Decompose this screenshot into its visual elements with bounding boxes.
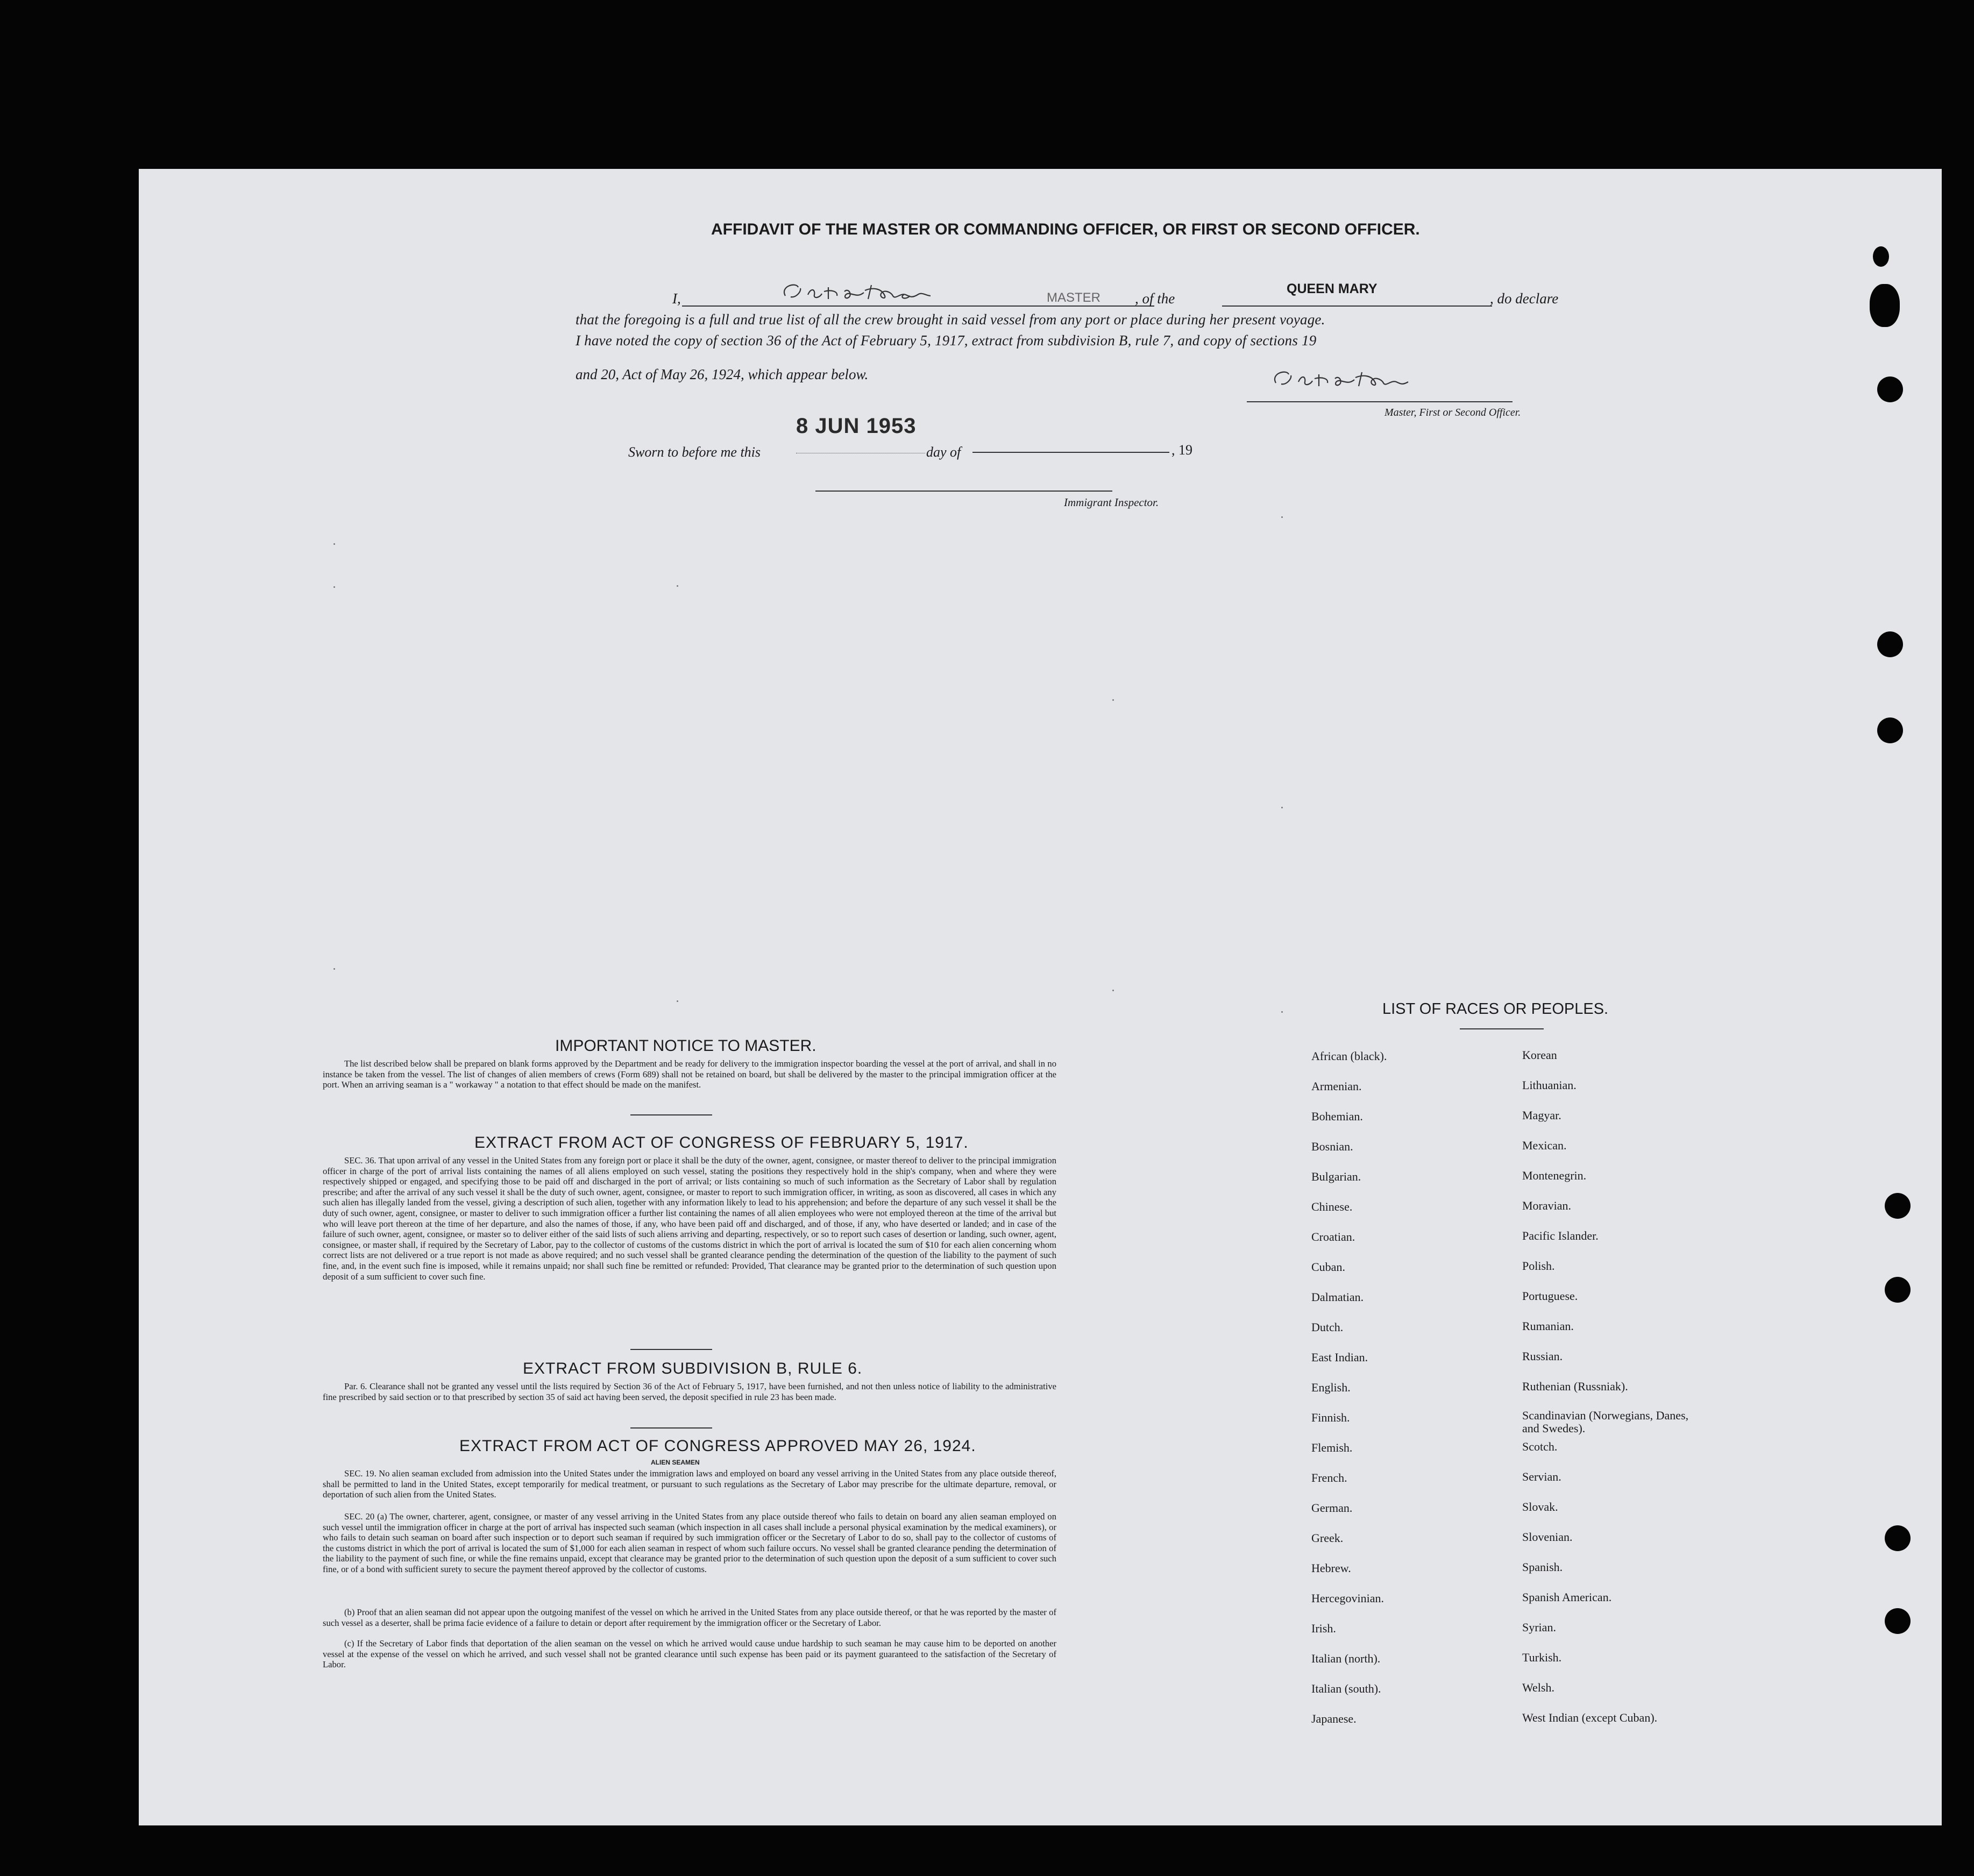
punch-hole [1885, 1608, 1911, 1634]
bleed-dot [1112, 699, 1114, 701]
race-item: Ruthenian (Russniak). [1522, 1380, 1628, 1393]
sworn-month-line [972, 452, 1169, 453]
race-item: Slovenian. [1522, 1530, 1573, 1544]
race-item: Scotch. [1522, 1440, 1558, 1453]
race-item: East Indian. [1311, 1351, 1368, 1364]
race-item: Finnish. [1311, 1411, 1350, 1424]
inspector-line [815, 491, 1112, 492]
race-item: Croatian. [1311, 1230, 1355, 1243]
alien-seamen-subtitle: ALIEN SEAMEN [651, 1459, 700, 1466]
race-item: Bohemian. [1311, 1110, 1363, 1123]
affidavit-title: AFFIDAVIT OF THE MASTER OR COMMANDING OFFICER, OR FIRST OR SECOND OFFICER. [711, 221, 1420, 238]
race-item: Lithuanian. [1522, 1078, 1577, 1092]
punch-hole [1877, 631, 1903, 657]
race-item: Dutch. [1311, 1320, 1344, 1334]
divider [630, 1349, 712, 1350]
race-item: Syrian. [1522, 1621, 1556, 1634]
punch-hole [1877, 376, 1903, 402]
race-item: Greek. [1311, 1531, 1344, 1545]
race-item: Rumanian. [1522, 1319, 1574, 1333]
declare-label: , do declare [1490, 290, 1559, 307]
sec-20a-text: SEC. 20 (a) The owner, charterer, agent, consignee, or master of any vessel arriving in the United States from any place outside thereof who fails to detain on board any alien seaman employed on such vessel until the immigration officer in charge at the port of arrival has inspected such seaman (which inspection in all cases shall include a personal physical examination by the medical examiners), or who fails to detain such seaman on board after such inspection or to deport such seaman if required by such immigration officer or the Secretary of Labor to do so, shall pay to the collector of customs of the customs district in which the port of arrival is located the sum of $1,000 for each alien seaman in respect of whom such failure occurs. No vessel shall be granted clearance pending the determination of the liability to the payment of such fine, or while the fine remains unpaid, except that clearance may be granted prior to the determination of such question upon the deposit of a sum sufficient to cover such fine, or of a bond with sufficient surety to secure the payment thereof approved by the collector of customs. [323, 1511, 1056, 1574]
punch-hole [1885, 1193, 1911, 1219]
vessel-name-value: QUEEN MARY [1287, 281, 1377, 296]
race-item: Spanish. [1522, 1560, 1563, 1574]
master-signature [775, 275, 957, 308]
subdivision-b-title: EXTRACT FROM SUBDIVISION B, RULE 6. [523, 1360, 863, 1377]
race-item: Mexican. [1522, 1139, 1567, 1152]
bleed-dot [333, 543, 335, 545]
race-item: Dalmatian. [1311, 1290, 1364, 1304]
race-item: Spanish American. [1522, 1590, 1612, 1604]
punch-hole [1873, 246, 1889, 267]
of-the-label: , of the [1135, 290, 1175, 307]
race-item: Italian (north). [1311, 1652, 1381, 1665]
bleed-dot [1281, 1011, 1283, 1013]
extract-1924-title: EXTRACT FROM ACT OF CONGRESS APPROVED MAY 26, 1924. [459, 1437, 976, 1455]
race-item: Russian. [1522, 1349, 1563, 1363]
punch-hole [1885, 1277, 1911, 1303]
race-item: Cuban. [1311, 1260, 1345, 1274]
bleed-dot [1281, 516, 1283, 518]
race-item: German. [1311, 1501, 1353, 1515]
year-prefix: , 19 [1171, 442, 1192, 458]
affidavit-line-2: that the foregoing is a full and true list of all the crew brought in said vessel from any port or place during her present voyage. [576, 311, 1325, 328]
day-of-label: day of [926, 444, 961, 460]
race-item: Turkish. [1522, 1651, 1562, 1664]
race-item: African (black). [1311, 1049, 1387, 1063]
race-item: Scandinavian (Norwegians, Danes, and Swedes). [1522, 1409, 1689, 1435]
affidavit-line-3: I have noted the copy of section 36 of the Act of February 5, 1917, extract from subdivision B, rule 7, and copy of sections 19 [576, 332, 1317, 349]
race-item: Irish. [1311, 1622, 1336, 1635]
bleed-dot [677, 585, 678, 587]
race-item: Italian (south). [1311, 1682, 1381, 1695]
subdivision-b-text: Par. 6. Clearance shall not be granted any vessel until the lists required by Section 36 of the Act of February 5, 1917, have been furnished, and not then unless notice of liability to the administrative fine prescribed by said section or to that prescribed by section 35 of said act having been served, the deposit specified in rule 23 has been made. [323, 1381, 1056, 1402]
race-item: Slovak. [1522, 1500, 1558, 1513]
punch-hole [1877, 717, 1903, 743]
race-item: Bosnian. [1311, 1140, 1353, 1153]
race-item: Korean [1522, 1048, 1557, 1062]
document-page [139, 169, 1942, 1825]
bleed-dot [1112, 990, 1114, 991]
race-item: West Indian (except Cuban). [1522, 1711, 1658, 1724]
race-item: Hercegovinian. [1311, 1591, 1384, 1605]
race-item: Flemish. [1311, 1441, 1353, 1454]
race-item: Armenian. [1311, 1079, 1362, 1093]
race-item: Portuguese. [1522, 1289, 1578, 1303]
extract-1917-text: SEC. 36. That upon arrival of any vessel in the United States from any foreign port or place it shall be the duty of the owner, agent, consignee, or master thereof to deliver to the principal immigration officer in charge of the port of arrival lists containing the names of all aliens employed on such vessel, stating the positions they respectively hold in the ship's company, when and where they were respectively shipped or engaged, and specifying those to be paid off and discharged in the port of arrival; or lists containing so much of such information as the Secretary of Labor shall by regulation prescribe; and after the arrival of any such vessel it shall be the duty of such owner, agent, consignee, or master to report to such immigration officer, in writing, as soon as discovered, all cases in which any such alien has illegally landed from the vessel, giving a description of such alien, together with any information likely to lead to his apprehension; and before the departure of any such vessel it shall be the duty of such owner, agent, consignee, or master to deliver to such immigration officer a further list containing the names of all alien employees who were not employed thereon at the time of the arrival but who will leave port thereon at the time of her departure, and also the names of those, if any, who have been paid off and discharged, and of those, if any, who have deserted or landed; and in case of the failure of such owner, agent, consignee, or master so to deliver either of the said lists of such aliens arriving and departing, respectively, or so to report such cases of desertion or landing, such owner, agent, consignee, or master shall, if required by the Secretary of Labor, pay to the collector of customs of the customs district in which the port of arrival is located the sum of $10 for each alien concerning whom correct lists are not delivered or a true report is not made as above required; and no such vessel shall be granted clearance pending the determination of the question of the liability to the payment of such fine, and, in the event such fine is imposed, while it remains unpaid; nor shall such fine be remitted or refunded: Provided, That clearance may be granted prior to the determination of such question upon deposit of a sum sufficient to cover such fine. [323, 1155, 1056, 1282]
notice-text: The list described below shall be prepared on blank forms approved by the Department and be ready for delivery to the immigration inspector boarding the vessel at the port of arrival, and shall in no instance be taken from the vessel. The list of changes of alien members of crews (Form 689) shall not be retained on board, but shall be delivered by the master to the principal immigration officer at the port. When an arriving seaman is a " workaway " a notation to that effect should be made on the manifest. [323, 1058, 1056, 1090]
race-item: English. [1311, 1381, 1351, 1394]
race-item: Montenegrin. [1522, 1169, 1587, 1182]
notice-title: IMPORTANT NOTICE TO MASTER. [555, 1037, 816, 1055]
declarant-label: I, [672, 290, 681, 307]
punch-hole [1885, 1525, 1911, 1551]
race-item: Moravian. [1522, 1199, 1572, 1212]
race-item: French. [1311, 1471, 1347, 1484]
rank-value: MASTER [1047, 290, 1101, 305]
sec-20b-text: (b) Proof that an alien seaman did not appear upon the outgoing manifest of the vessel on which he arrived in the United States from any place outside thereof, or that he was reported by the master of such vessel as a deserter, shall be prima facie evidence of a failure to detain or deport after requirement by the immigration officer or the Secretary of Labor. [323, 1607, 1056, 1628]
race-item: Magyar. [1522, 1108, 1561, 1122]
punch-hole [1870, 284, 1900, 327]
date-stamp: 8 JUN 1953 [796, 414, 917, 438]
race-item: Servian. [1522, 1470, 1561, 1483]
bleed-dot [677, 1000, 678, 1002]
divider [630, 1427, 712, 1429]
affidavit-line-4: and 20, Act of May 26, 1924, which appear below. [576, 366, 869, 382]
bleed-dot [333, 586, 335, 588]
race-item: Pacific Islander. [1522, 1229, 1599, 1242]
race-item: Hebrew. [1311, 1561, 1351, 1575]
extract-1917-title: EXTRACT FROM ACT OF CONGRESS OF FEBRUARY 5, 1917. [474, 1134, 969, 1152]
race-item: Bulgarian. [1311, 1170, 1361, 1183]
divider [630, 1114, 712, 1115]
signature-line [1247, 401, 1513, 402]
race-item: Welsh. [1522, 1681, 1554, 1694]
race-item: Japanese. [1311, 1712, 1357, 1725]
sec-19-text: SEC. 19. No alien seaman excluded from admission into the United States under the immigration laws and employed on board any vessel arriving in the United States from any place outside thereof, shall be permitted to land in the United States, except temporarily for medical treatment, or pursuant to such regulations as the Secretary of Labor may prescribe for the ultimate departure, removal, or deportation of such alien from the United States. [323, 1468, 1056, 1500]
bleed-dot [333, 968, 335, 970]
races-divider [1460, 1028, 1544, 1029]
inspector-caption: Immigrant Inspector. [1064, 496, 1159, 509]
race-item: Chinese. [1311, 1200, 1353, 1213]
sworn-label: Sworn to before me this [628, 444, 761, 460]
sec-20c-text: (c) If the Secretary of Labor finds that deportation of the alien seaman on the vessel on which he arrived would cause undue hardship to such seaman he may cause him to be deported on another vessel at the expense of the vessel on which he arrived, and such vessel shall not be granted clearance until such expense has been paid or its payment guaranteed to the satisfaction of the Secretary of Labor. [323, 1638, 1056, 1670]
races-title: LIST OF RACES OR PEOPLES. [1382, 1000, 1609, 1018]
race-item: Polish. [1522, 1259, 1555, 1273]
signature-caption: Master, First or Second Officer. [1384, 407, 1521, 418]
vessel-name-line [1222, 305, 1492, 307]
officer-signature [1267, 363, 1429, 396]
bleed-dot [1281, 807, 1283, 808]
